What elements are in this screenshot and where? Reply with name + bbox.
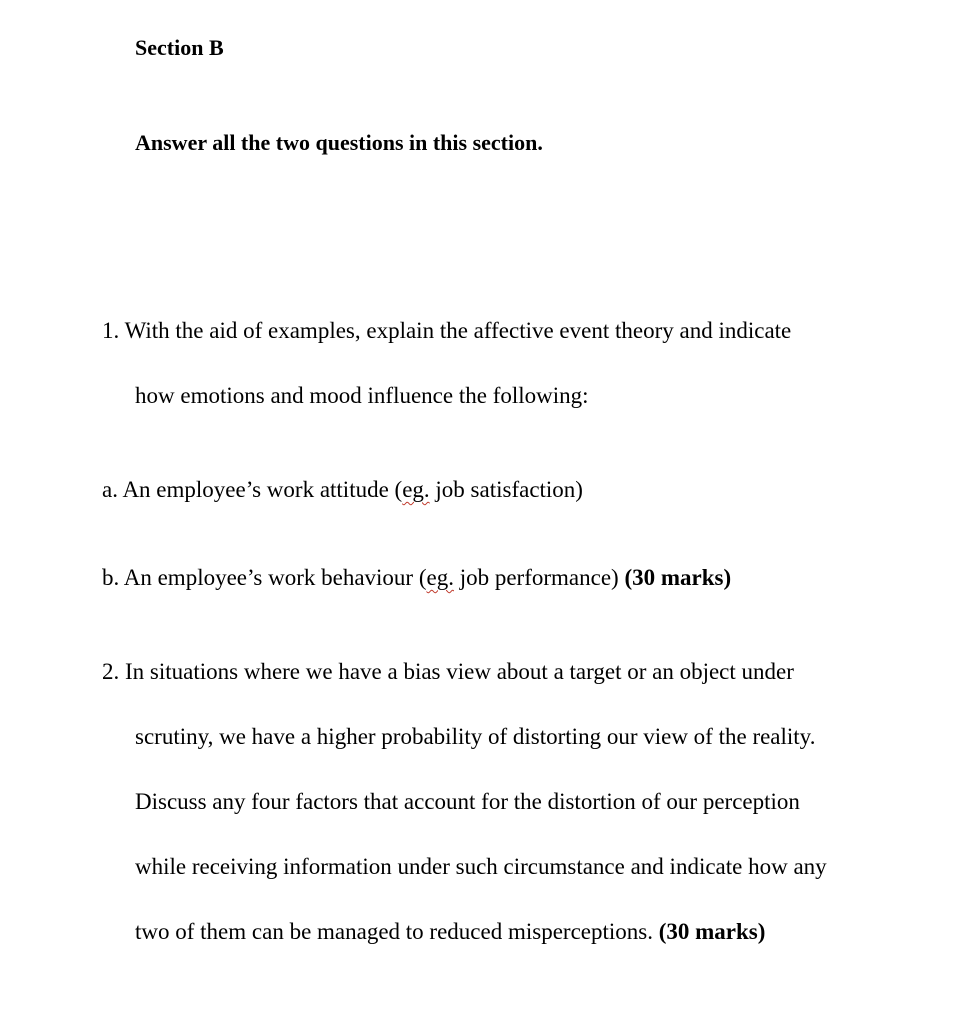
question-1-part-a bbox=[102, 477, 583, 503]
question-2-line-5-text: two of them can be managed to reduced misperceptions. bbox=[135, 919, 659, 944]
question-2-line-2: scrutiny, we have a higher probability of distorting our view of the reality. bbox=[135, 724, 816, 749]
part-a-text-start: a. An employee’s work attitude ( bbox=[102, 477, 403, 502]
question-2-marks: (30 marks) bbox=[658, 919, 766, 944]
part-a-eg-misspelling: eg. bbox=[402, 477, 430, 502]
question-2-line-4: while receiving information under such circumstance and indicate how any bbox=[135, 854, 827, 879]
section-instruction: Answer all the two questions in this section. bbox=[135, 130, 543, 155]
question-2-line-5 bbox=[135, 919, 765, 945]
part-a-text-end: job satisfaction) bbox=[429, 477, 583, 502]
question-1-line-1: 1. With the aid of examples, explain the affective event theory and indicate bbox=[102, 318, 792, 343]
question-2-line-1: 2. In situations where we have a bias view about a target or an object under bbox=[102, 659, 794, 684]
part-b-text-start: b. An employee’s work behaviour ( bbox=[102, 565, 427, 590]
question-2-line-3: Discuss any four factors that account for the distortion of our perception bbox=[135, 789, 800, 814]
question-1-part-b bbox=[102, 565, 731, 591]
part-b-text-end: job performance) bbox=[453, 565, 625, 590]
section-title: Section B bbox=[135, 35, 224, 60]
question-1-line-2: how emotions and mood influence the following: bbox=[135, 383, 589, 408]
part-b-eg-misspelling: eg. bbox=[426, 565, 454, 590]
question-1-marks: (30 marks) bbox=[624, 565, 732, 590]
